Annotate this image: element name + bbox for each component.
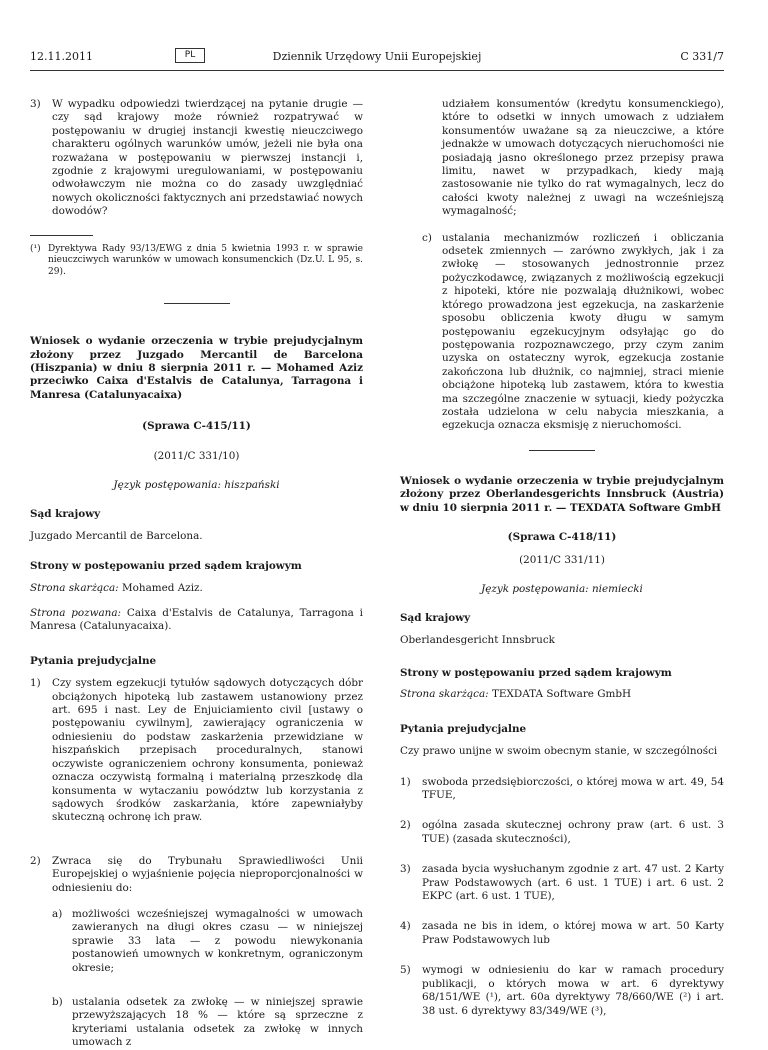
subpoint-letter: c)	[422, 231, 432, 244]
claimant-label: Strona skarżąca:	[400, 688, 489, 701]
point-number: 2)	[400, 819, 411, 832]
claimant	[400, 688, 724, 701]
page-header	[30, 48, 724, 66]
point-text: ogólna zasada skutecznej ochrony praw (art. 6 ust. 3 TUE) (zasada skuteczności),	[422, 819, 724, 845]
subpoint-text: ustalania mechanizmów rozliczeń i obliczania odsetek zmiennych — zarówno zwykłych, jak i za zwłokę — stosowanych jednostronnie przez pożyczkodawcę, związanych z możliwością egzekucji z hipoteki, które nie pozwalają dłużnikowi, wobec którego prowadzona jest egzekucja, na zaskarżenie sposobu obliczenia kwoty długu w samym postępowaniu egzekucyjnym odsyłając go do postępowania rozpoznawczego, przy czym zanim uzyska on ostateczny wyrok, egzekucja zostanie zakończona lub dłużnik, co najmniej, straci mienie obciążone hipoteką lub zastawem, która to kwestia ma szczególne znaczenie w sytuacji, kiedy pożyczka została udzielona w celu nabycia mieszkania, a egzekucja oznacza eksmisję z nieruchomości.	[442, 231, 724, 432]
point-1	[400, 776, 724, 803]
question-text: Czy system egzekucji tytułów sądowych dotyczących dóbr obciążonych hipoteką lub zastawem ustanowiony przez art. 695 i nast. Ley de Enjuiciamiento civil [ustawy o postępowaniu cywilnym], zawierający ograniczenia w odniesieniu do podstaw zaskarżenia przewidziane w hiszpańskich przepisach proceduralnych, stanowi oczywiste ograniczeniem ochrony konsumenta, ponieważ oznacza oczywistą formalną i materialną przeszkodę dla konsumenta w wytaczaniu powództw lub korzystania z sądowych środków zaskarżania, które zapewniałyby skuteczną ochronę ich praw.	[52, 677, 363, 824]
footnote-divider	[30, 235, 93, 236]
question-2b-continued	[422, 98, 724, 219]
point-text: zasada ne bis in idem, o której mowa w art. 50 Karty Praw Podstawowych lub	[422, 920, 724, 946]
point-number: 4)	[400, 920, 411, 933]
defendant-label: Strona pozwana:	[30, 607, 122, 620]
case-reference: (2011/C 331/11)	[519, 554, 605, 567]
subpoint-text: możliwości wcześniejszej wymagalności w umowach zawieranych na długi okres czasu — w niniejszej sprawie 33 lata — z powodu niewykonania postanowień umownych w konkretnym, ograniczonym okresie;	[72, 907, 363, 974]
national-court-heading: Sąd krajowy	[400, 612, 471, 625]
case-number: (Sprawa C-418/11)	[507, 530, 617, 543]
section-divider	[164, 303, 230, 304]
subpoint-text: udziałem konsumentów (kredytu konsumenckiego), które to odsetki w innych umowach z udziałem konsumentów uważane są za nieuczciwe, a które jednakże w umowach dotyczących nieruchomości nie posiadają jasno określonego przez przepisy prawa limitu, nawet w przypadkach, kiedy mają zastosowanie nie tylko do rat wymagalnych, lecz do całości kwoty należnej z uwagi na wcześniejszą wymagalność;	[442, 98, 724, 218]
case-title: Wniosek o wydanie orzeczenia w trybie prejudycjalnym złożony przez Oberlandesgerichts Innsbruck (Austria) w dniu 10 sierpnia 2011 r. — TEXDATA Software GmbH	[400, 474, 724, 514]
defendant-value: Caixa d'Estalvis de Catalunya, Tarragona i Manresa (Catalunyacaixa).	[30, 607, 363, 633]
point-number: 1)	[400, 775, 411, 788]
claimant	[30, 582, 363, 595]
question-2b	[52, 996, 363, 1050]
question-number: 1)	[30, 677, 41, 690]
case-title: Wniosek o wydanie orzeczenia w trybie prejudycjalnym złożony przez Juzgado Mercantil de Barcelona (Hiszpania) w dniu 8 sierpnia 2011 r. — Mohamed Aziz przeciwko Caixa d'Estalvis de Catalunya, Tarragona i Manresa (Catalunyacaixa)	[30, 335, 363, 401]
defendant	[30, 607, 363, 634]
questions-intro: Czy prawo unijne w swoim obecnym stanie, w szczególności	[400, 745, 718, 758]
parties-heading: Strony w postępowaniu przed sądem krajowym	[400, 667, 672, 679]
case-number: (Sprawa C-415/11)	[142, 420, 251, 433]
point-3	[400, 863, 724, 903]
questions-heading: Pytania prejudycjalne	[400, 722, 527, 735]
point-text: zasada bycia wysłuchanym zgodnie z art. 47 ust. 2 Karty Praw Podstawowych (art. 6 ust. 1 TUE) i art. 6 ust. 2 EKPC (art. 6 ust. 1 TUE),	[422, 863, 724, 903]
claimant-label: Strona skarżąca:	[30, 581, 119, 594]
question-number: 2)	[30, 854, 41, 867]
journal-title: Dziennik Urzędowy Unii Europejskiej	[272, 50, 482, 63]
right-column	[400, 98, 724, 1018]
claimant-value: TEXDATA Software GmbH	[492, 688, 632, 701]
question-number: 3)	[30, 98, 41, 110]
subpoint-letter: b)	[52, 995, 63, 1008]
national-court-value: Oberlandesgericht Innsbruck	[400, 633, 555, 646]
national-court-value: Juzgado Mercantil de Barcelona.	[30, 529, 203, 542]
subpoint-letter: a)	[52, 907, 63, 920]
publication-date: 12.11.2011	[30, 50, 93, 63]
question-2c	[422, 232, 724, 433]
national-court-heading: Sąd krajowy	[30, 508, 101, 521]
point-text: wymogi w odniesieniu do kar w ramach procedury publikacji, o których mowa w art. 6 dyrektywy 68/151/WE (¹), art. 60a dyrektywy 78/660/WE (²) i art. 38 ust. 6 dyrektywy 83/349/WE (³),	[422, 964, 724, 1017]
question-2a	[52, 908, 363, 975]
point-4	[400, 920, 724, 947]
question-text: W wypadku odpowiedzi twierdzącej na pytanie drugie — czy sąd krajowy może również rozpatrywać w postępowaniu w drugiej instancji kwestię nieuczciwego charakteru ogólnych warunków umów, jeżeli nie była ona rozważana w postępowaniu w pierwszej instancji i, zgodnie z krajowymi uregulowaniami, w postępowaniu odwoławczym nie można co do zasady uwzględniać nowych okoliczności faktycznych ani przedstawiać nowych dowodów?	[52, 98, 363, 218]
footnote	[30, 244, 363, 279]
footnote-mark: (¹)	[30, 243, 41, 254]
point-text: swoboda przedsiębiorczości, o której mowa w art. 49, 54 TFUE,	[422, 775, 724, 802]
left-column	[30, 98, 363, 1050]
footnote-text: Dyrektywa Rady 93/13/EWG z dnia 5 kwietnia 1993 r. w sprawie nieuczciwych warunków w umowach konsumenckich (Dz.U. L 95, s. 29).	[48, 243, 363, 277]
page-reference: C 331/7	[680, 50, 724, 63]
language-badge: PL	[175, 48, 205, 63]
claimant-value: Mohamed Aziz.	[122, 581, 203, 594]
point-2	[400, 819, 724, 846]
question-2	[30, 855, 363, 895]
header-divider	[30, 70, 724, 71]
case-reference: (2011/C 331/10)	[153, 449, 240, 462]
question-text: Zwraca się do Trybunału Sprawiedliwości Unii Europejskiej o wyjaśnienie pojęcia nieproporcjonalności w odniesieniu do:	[52, 854, 363, 894]
point-number: 3)	[400, 863, 411, 876]
parties-heading: Strony w postępowaniu przed sądem krajowym	[30, 560, 302, 573]
question-1	[30, 677, 363, 824]
point-number: 5)	[400, 964, 411, 977]
point-5	[400, 964, 724, 1018]
procedure-language: Język postępowania: niemiecki	[481, 582, 643, 595]
section-divider	[529, 450, 595, 451]
question-3	[30, 98, 363, 219]
subpoint-text: ustalania odsetek za zwłokę — w niniejszej sprawie przewyższających 18 % — które są sprzeczne z kryteriami ustalania odsetek za zwłokę w innych umowach z	[72, 995, 363, 1049]
procedure-language: Język postępowania: hiszpański	[113, 479, 280, 491]
questions-heading: Pytania prejudycjalne	[30, 654, 157, 667]
